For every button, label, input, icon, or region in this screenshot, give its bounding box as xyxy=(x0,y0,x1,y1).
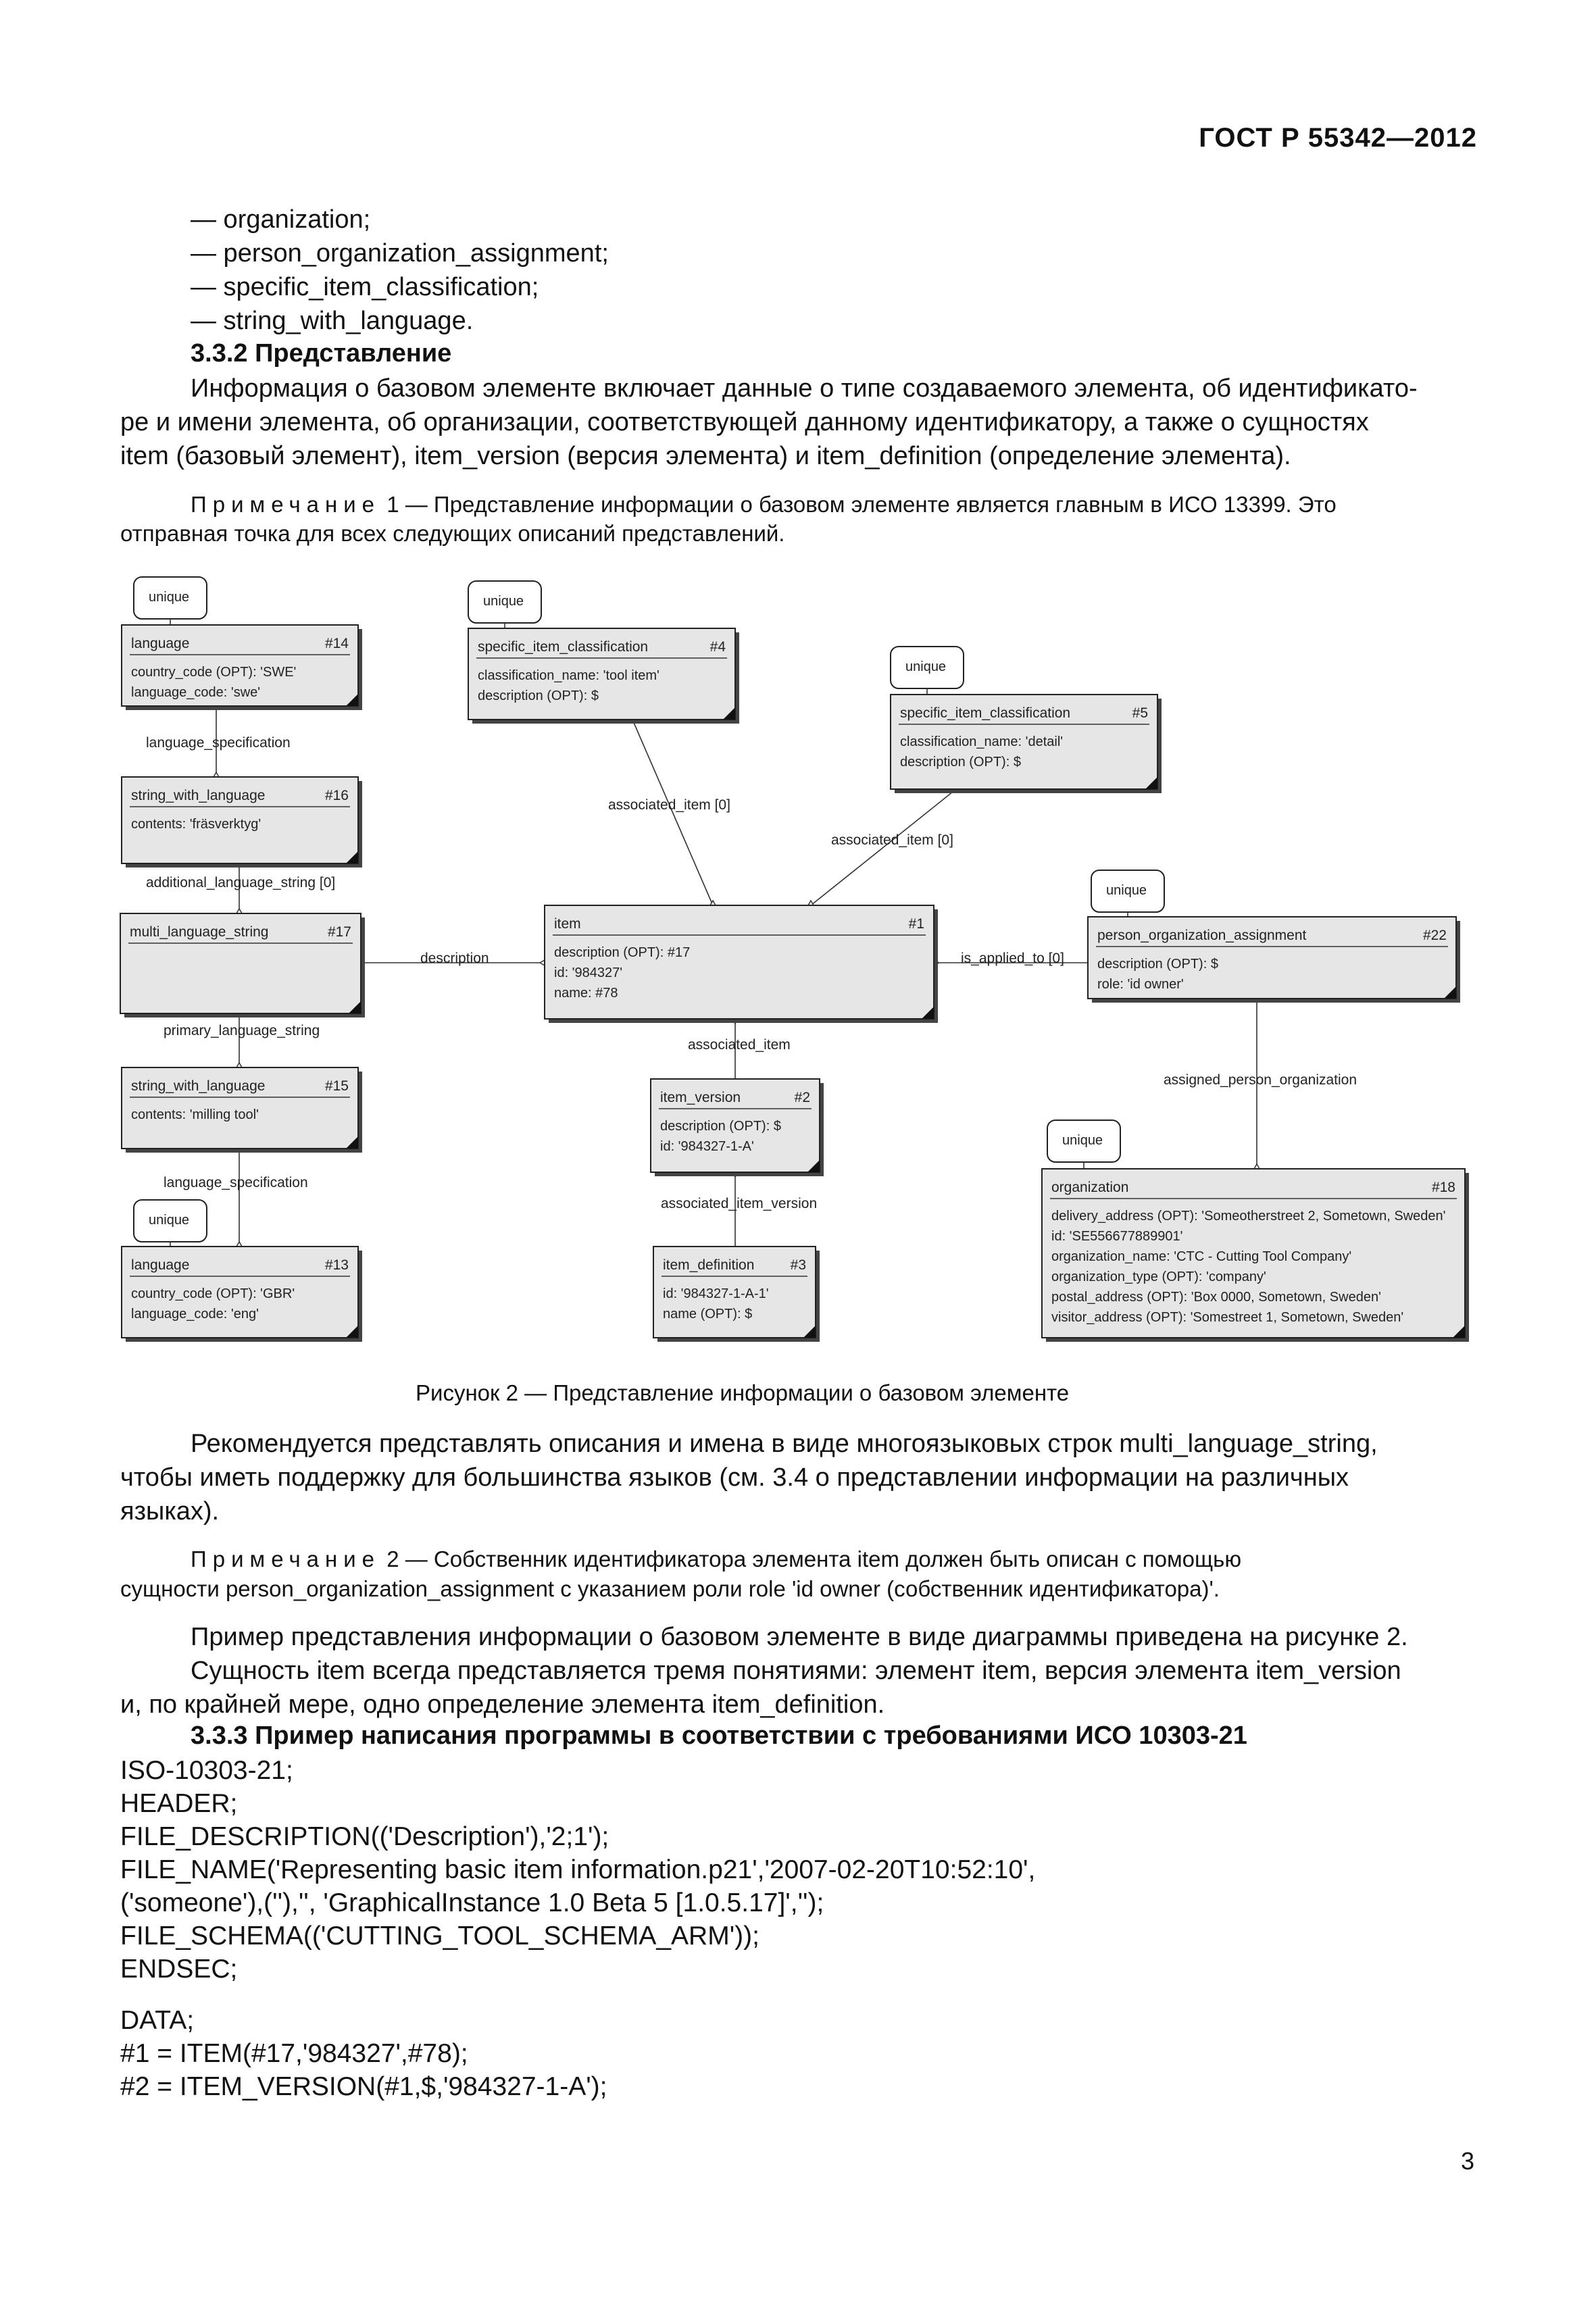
section-heading-332: 3.3.2 Представление xyxy=(191,339,452,368)
entity-box xyxy=(651,1079,824,1176)
paragraph-line: и, по крайней мере, одно определение элемента item_definition. xyxy=(120,1690,885,1719)
entity-name: language xyxy=(131,636,190,651)
entity-name: specific_item_classification xyxy=(900,705,1071,721)
entity-attribute: id: '984327-1-A' xyxy=(660,1139,754,1154)
relation-label: is_applied_to [0] xyxy=(961,951,1064,966)
entity-name: item_version xyxy=(660,1090,741,1105)
relation-label: description xyxy=(420,951,489,966)
entity-name: string_with_language xyxy=(131,788,266,803)
figure-caption: Рисунок 2 — Представление информации о базовом элементе xyxy=(416,1380,1070,1405)
note-label: Примечание xyxy=(191,1546,381,1571)
entity-attribute: contents: 'milling tool' xyxy=(131,1107,259,1122)
entity-name: language xyxy=(131,1257,190,1273)
relation-label: language_specification xyxy=(164,1175,308,1190)
relation-label: associated_item [0] xyxy=(608,797,730,813)
relation-label: associated_item xyxy=(688,1037,791,1053)
code-line: ENDSEC; xyxy=(120,1955,238,1984)
page-number: 3 xyxy=(1460,2147,1474,2175)
section-heading-333: 3.3.3 Пример написания программы в соответствии с требованиями ИСО 10303-21 xyxy=(191,1721,1247,1750)
entity-id: #16 xyxy=(324,788,349,803)
entity-box xyxy=(122,625,362,710)
paragraph-line: языках). xyxy=(120,1497,220,1526)
relation-label: language_specification xyxy=(146,735,291,751)
entity-id: #2 xyxy=(794,1090,810,1105)
paragraph-line: Информация о базовом элементе включает данные о типе создаваемого элемента, об идентификато- xyxy=(191,374,1418,403)
entity-attribute: name (OPT): $ xyxy=(663,1307,753,1322)
entities-layer xyxy=(120,625,1469,1342)
entity-id: #4 xyxy=(709,639,726,655)
entity-name: string_with_language xyxy=(131,1078,266,1094)
entity-id: #18 xyxy=(1431,1180,1455,1195)
unique-label: unique xyxy=(483,594,524,609)
code-line: #2 = ITEM_VERSION(#1,$,'984327-1-A'); xyxy=(120,2072,607,2101)
relation-label: primary_language_string xyxy=(164,1023,320,1038)
code-line: DATA; xyxy=(120,2006,195,2035)
entity-name: item_definition xyxy=(663,1257,755,1273)
code-line: FILE_NAME('Representing basic item information.p21','2007-02-20T10:52:10', xyxy=(120,1855,1036,1884)
note-1-line-2: отправная точка для всех следующих описаний представлений. xyxy=(120,521,785,546)
code-line: FILE_DESCRIPTION(('Description'),'2;1'); xyxy=(120,1822,609,1851)
entity-id: #14 xyxy=(324,636,349,651)
relation-label: assigned_person_organization xyxy=(1164,1072,1357,1088)
paragraph-line: Рекомендуется представлять описания и имена в виде многоязыковых строк multi_language_string, xyxy=(191,1430,1378,1458)
entity-box xyxy=(122,1067,362,1153)
entity-attribute: organization_name: 'CTC - Cutting Tool Company' xyxy=(1051,1249,1352,1264)
unique-label: unique xyxy=(905,659,947,674)
unique-label: unique xyxy=(1106,883,1147,898)
entity-box xyxy=(120,913,365,1017)
unique-label: unique xyxy=(149,590,190,605)
entity-box xyxy=(891,695,1162,793)
list-item: — organization; xyxy=(191,205,371,234)
entity-name: person_organization_assignment xyxy=(1097,928,1307,943)
entity-attribute: postal_address (OPT): 'Box 0000, Sometown, Sweden' xyxy=(1051,1290,1381,1305)
entity-name: item xyxy=(554,916,581,932)
entity-attribute: classification_name: 'detail' xyxy=(900,734,1064,749)
entity-attribute: organization_type (OPT): 'company' xyxy=(1051,1269,1266,1284)
relation-label: associated_item_version xyxy=(661,1196,818,1211)
entity-attribute: description (OPT): $ xyxy=(478,688,599,703)
entity-attribute: language_code: 'eng' xyxy=(131,1307,259,1322)
entity-name: specific_item_classification xyxy=(478,639,649,655)
paragraph-line: item (базовый элемент), item_version (версия элемента) и item_definition (определение элемента). xyxy=(120,442,1291,470)
paragraph-line: ре и имени элемента, об организации, соответствующей данному идентификатору, а также о сущностях xyxy=(120,408,1369,436)
list-item: — person_organization_assignment; xyxy=(191,239,609,268)
entity-id: #22 xyxy=(1422,928,1447,943)
entity-name: organization xyxy=(1051,1180,1129,1195)
entity-box xyxy=(468,628,739,724)
paragraph-line: Сущность item всегда представляется тремя понятиями: элемент item, версия элемента item_version xyxy=(191,1657,1401,1685)
code-block-data xyxy=(120,2004,607,2103)
relation-label: additional_language_string [0] xyxy=(146,875,336,890)
unique-label: unique xyxy=(1062,1133,1103,1148)
list-item: — specific_item_classification; xyxy=(191,273,539,301)
entity-attribute: classification_name: 'tool item' xyxy=(478,668,659,683)
note-2-line-2: сущности person_organization_assignment с указанием роли role 'id owner (собственник идентификатора)'. xyxy=(120,1576,1220,1601)
relation-label: associated_item [0] xyxy=(831,832,953,848)
entity-attribute: contents: 'fräsverktyg' xyxy=(131,817,261,832)
entity-id: #1 xyxy=(908,916,924,932)
code-line: ISO-10303-21; xyxy=(120,1756,293,1785)
code-line: #1 = ITEM(#17,'984327',#78); xyxy=(120,2039,468,2068)
document-header: ГОСТ Р 55342—2012 xyxy=(1199,123,1477,153)
list-item: — string_with_language. xyxy=(191,307,474,335)
entity-attribute: language_code: 'swe' xyxy=(131,685,261,700)
entity-attribute: description (OPT): #17 xyxy=(554,945,691,960)
code-block-header xyxy=(120,1754,1035,1986)
code-line: ('someone'),(''),'', 'GraphicalInstance 1.0 Beta 5 [1.0.5.17]',''); xyxy=(120,1888,824,1917)
paragraph-line: чтобы иметь поддержку для большинства языков (см. 3.4 о представлении информации на различных xyxy=(120,1463,1349,1492)
entity-box xyxy=(1088,917,1460,1003)
entity-box xyxy=(545,905,938,1023)
entity-attribute: visitor_address (OPT): 'Somestreet 1, Sometown, Sweden' xyxy=(1051,1310,1404,1325)
entity-name: multi_language_string xyxy=(130,924,269,940)
entity-box xyxy=(122,1247,362,1342)
unique-label: unique xyxy=(149,1213,190,1228)
entity-attribute: id: '984327' xyxy=(554,965,623,980)
entity-attribute: description (OPT): $ xyxy=(660,1119,781,1134)
entity-id: #15 xyxy=(324,1078,349,1094)
entity-attribute: id: '984327-1-A-1' xyxy=(663,1286,769,1301)
entity-id: #5 xyxy=(1132,705,1148,721)
entity-attribute: name: #78 xyxy=(554,986,618,1001)
entity-id: #17 xyxy=(327,924,351,940)
note-text: 1 — Представление информации о базовом элементе является главным в ИСО 13399. Это xyxy=(386,492,1337,517)
note-text: 2 — Собственник идентификатора элемента item должен быть описан с помощью xyxy=(386,1546,1242,1571)
entity-box xyxy=(1042,1169,1469,1342)
entity-id: #13 xyxy=(324,1257,349,1273)
note-label: Примечание xyxy=(191,492,381,517)
entity-box xyxy=(122,777,362,867)
entity-attribute: description (OPT): $ xyxy=(1097,957,1218,972)
entity-attribute: id: 'SE556677889901' xyxy=(1051,1229,1183,1244)
entity-attribute: description (OPT): $ xyxy=(900,755,1021,770)
note-2-line xyxy=(191,1544,1241,1574)
code-line: HEADER; xyxy=(120,1789,238,1818)
entity-attribute: delivery_address (OPT): 'Someotherstreet 2, Sometown, Sweden' xyxy=(1051,1209,1446,1224)
entity-attribute: country_code (OPT): 'SWE' xyxy=(131,665,297,680)
entity-attribute: role: 'id owner' xyxy=(1097,977,1184,992)
entity-attribute: country_code (OPT): 'GBR' xyxy=(131,1286,295,1301)
code-line: FILE_SCHEMA(('CUTTING_TOOL_SCHEMA_ARM')); xyxy=(120,1921,759,1951)
paragraph-line: Пример представления информации о базовом элементе в виде диаграммы приведена на рисунке 2. xyxy=(191,1623,1408,1651)
entity-box xyxy=(653,1247,820,1342)
entity-id: #3 xyxy=(790,1257,806,1273)
